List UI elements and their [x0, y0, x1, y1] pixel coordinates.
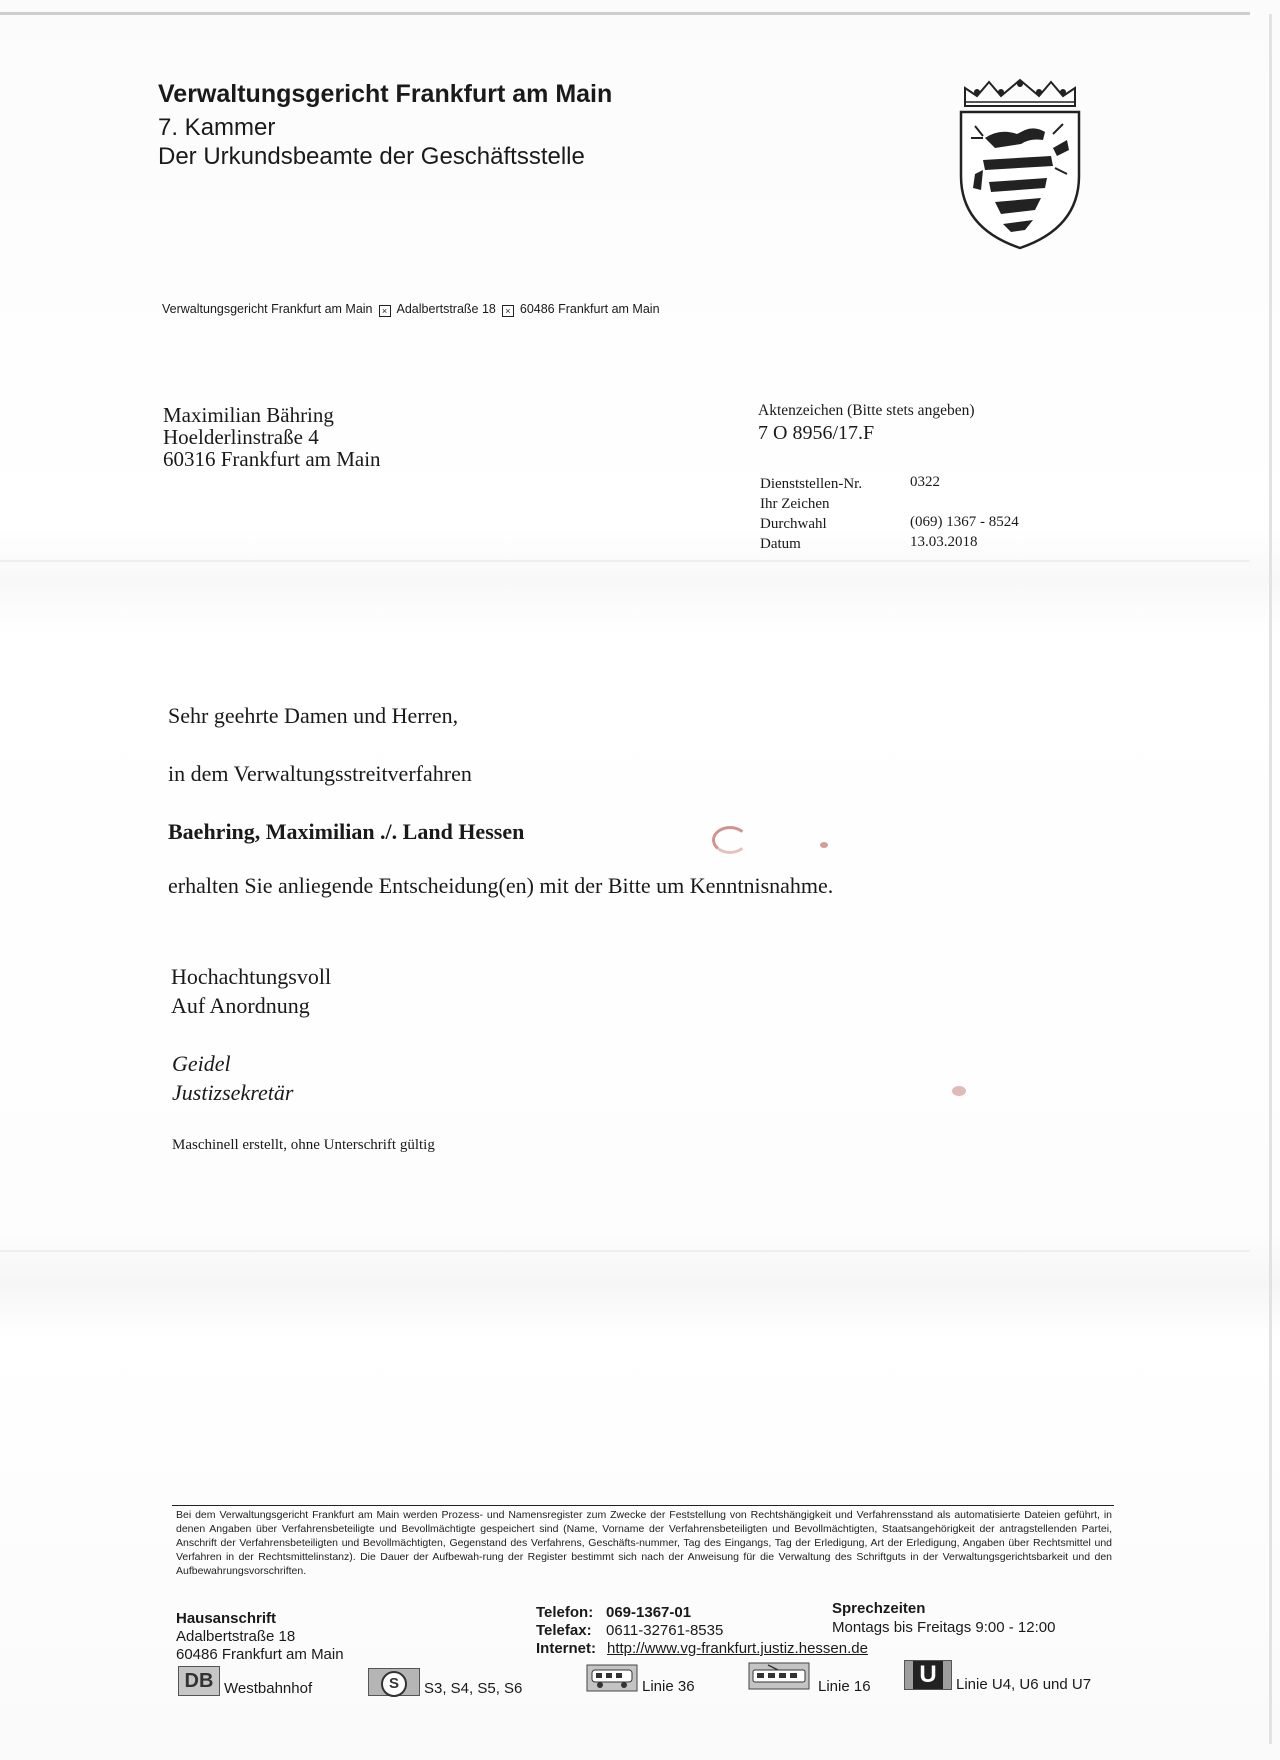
chamber: 7. Kammer [158, 114, 276, 141]
footer-divider [172, 1505, 1114, 1506]
address-street: Adalbertstraße 18 [176, 1628, 296, 1645]
transit-label-db: Westbahnhof [224, 1680, 313, 1697]
intro-text: in dem Verwaltungsstreitverfahren [168, 761, 472, 786]
sender-street: Adalbertstraße 18 [396, 302, 496, 316]
separator-box-icon: × [502, 305, 514, 317]
hours-value: Montags bis Freitags 9:00 - 12:00 [832, 1619, 1056, 1636]
date-value: 13.03.2018 [910, 534, 978, 550]
internet-label: Internet: [536, 1640, 596, 1657]
court-website-link[interactable]: http://www.vg-frankfurt.justiz.hessen.de [607, 1640, 868, 1657]
transit-label-bus: Linie 36 [642, 1678, 695, 1695]
date-label: Datum [760, 536, 801, 552]
tram-icon [748, 1662, 810, 1690]
hours-heading: Sprechzeiten [832, 1600, 926, 1617]
sender-city: 60486 Frankfurt am Main [519, 302, 660, 316]
s-bahn-icon [368, 1668, 420, 1696]
recipient-city: 60316 Frankfurt am Main [163, 447, 381, 471]
case-title: Baehring, Maximilian ./. Land Hessen [168, 819, 525, 844]
fax-label: Telefax: [536, 1622, 592, 1639]
court-name: Verwaltungsgericht Frankfurt am Main [158, 80, 613, 108]
u-bahn-badge: U [913, 1661, 942, 1689]
address-city: 60486 Frankfurt am Main [176, 1646, 344, 1663]
stain-mark [820, 842, 828, 848]
phone-label: Telefon: [536, 1604, 594, 1621]
reference-number: 7 O 8956/17.F [758, 422, 875, 444]
message-text: erhalten Sie anliegende Entscheidung(en) mit der Bitte um Kenntnisnahme. [168, 873, 834, 898]
closing-line: Hochachtungsvoll [171, 964, 332, 989]
address-heading: Hausanschrift [176, 1610, 277, 1627]
transit-label-s-bahn: S3, S4, S5, S6 [424, 1680, 523, 1697]
extension-value: (069) 1367 - 8524 [910, 514, 1019, 530]
paper-edge [0, 12, 1250, 15]
fax-value: 0611-32761-8535 [606, 1622, 724, 1639]
db-train-icon: DB [178, 1666, 220, 1696]
stain-mark [712, 826, 748, 854]
recipient-name: Maximilian Bähring [163, 403, 334, 427]
signer-name: Geidel [172, 1051, 231, 1076]
bus-icon [586, 1664, 638, 1692]
paper-fold [0, 1250, 1250, 1252]
office-number-value: 0322 [910, 474, 940, 490]
data-protection-notice: Bei dem Verwaltungsgericht Frankfurt am Main werden Prozess- und Namensregister zum Zwecke der Feststellung von Rechtshängigkeit und Verfahrensstand als automatisierte Dateien geführt, in denen Angaben über Verfahrensbeteiligte und Bevollmächtigte gespeichert sind (Name, Vorname der Verfahrensbeteiligten und Bevollmächtigten, Staatsangehörigkeit der antragstellenden Partei, Anschrift der Verfahrensbeteiligten und Bevollmächtigten, Gegenstand des Verfahrens, Geschäfts-nummer, Tag des Eingangs, Tag der Erledigung, Art der Erledigung, Angaben über Rechtsmittel und Verfahren in der Rechtsmittelinstanz). Die Dauer der Aufbewah-rung der Register bestimmt sich nach der Anweisung für die Verwaltung des Schriftguts in der Verwaltungsgerichtsbarkeit und den Aufbewahrungsvorschriften. [176, 1509, 1112, 1577]
closing-line: Auf Anordnung [171, 993, 310, 1018]
u-bahn-icon [904, 1660, 952, 1690]
official-title: Der Urkundsbeamte der Geschäftsstelle [158, 143, 585, 170]
s-bahn-badge: S [381, 1671, 407, 1697]
paper-fold [0, 560, 1250, 562]
recipient-street: Hoelderlinstraße 4 [163, 425, 319, 449]
reference-label: Aktenzeichen (Bitte stets angeben) [758, 402, 975, 419]
signer-title: Justizsekretär [172, 1080, 294, 1105]
machine-note: Maschinell erstellt, ohne Unterschrift gültig [172, 1137, 435, 1153]
stain-mark [952, 1086, 966, 1096]
separator-box-icon: × [379, 305, 391, 317]
transit-label-u-bahn: Linie U4, U6 und U7 [956, 1676, 1092, 1693]
sender-return-address [162, 302, 660, 317]
paper-edge [1269, 14, 1272, 1744]
transit-label-tram: Linie 16 [818, 1678, 871, 1695]
phone-value: 069-1367-01 [606, 1604, 692, 1621]
extension-label: Durchwahl [760, 516, 827, 532]
sender-court: Verwaltungsgericht Frankfurt am Main [162, 302, 373, 316]
your-reference-label: Ihr Zeichen [760, 496, 830, 512]
office-number-label: Dienststellen-Nr. [760, 476, 863, 492]
hessen-lion-crest-icon [955, 78, 1085, 250]
salutation: Sehr geehrte Damen und Herren, [168, 703, 459, 728]
